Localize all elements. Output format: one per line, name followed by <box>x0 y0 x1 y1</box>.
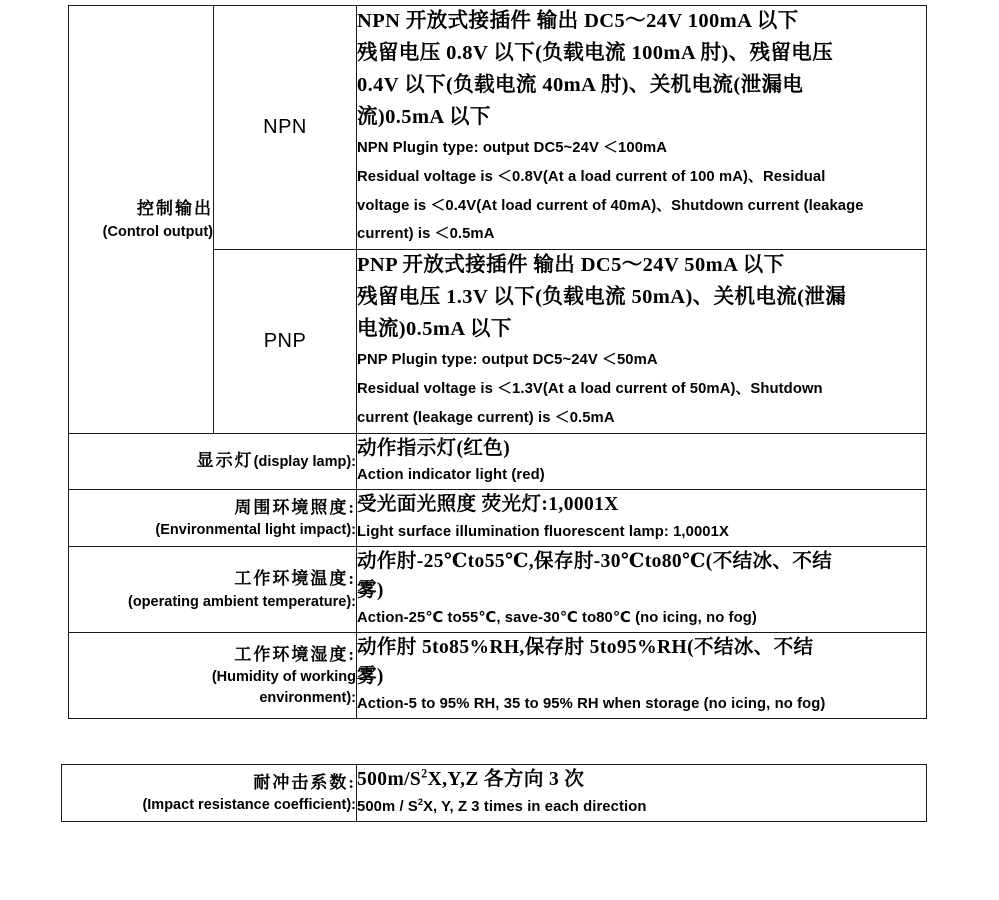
impact-resistance-label-en: (Impact resistance coefficient): <box>142 797 356 813</box>
operating-temperature-label-en: (operating ambient temperature): <box>128 593 356 610</box>
control-output-label-cn: 控制输出 <box>137 199 213 219</box>
humidity-cn-line-2: 雾) <box>357 666 384 688</box>
npn-cn-line-2: 残留电压 0.8V 以下(负载电流 100mA 肘)、残留电压 <box>357 41 834 64</box>
display-lamp-value-cell <box>357 433 927 490</box>
table-row <box>69 546 927 632</box>
display-lamp-label-cn: 显示灯 <box>196 451 254 471</box>
operating-temperature-en-line-1: Action-25℃ to55℃, save-30℃ to80℃ (no icing, no fog) <box>357 609 757 626</box>
environmental-light-label-cn: 周围环境照度: <box>234 497 356 517</box>
impact-cn-superscript: 2 <box>421 766 428 781</box>
table-row <box>69 433 927 490</box>
operating-temperature-label-cn: 工作环境温度: <box>234 569 356 589</box>
humidity-en-line-1: Action-5 to 95% RH, 35 to 95% RH when storage (no icing, no fog) <box>357 696 826 713</box>
operating-temperature-cn-line-1: 动作肘-25℃to55℃,保存肘-30℃to80℃(不结冰、不结 <box>357 550 833 572</box>
pnp-description-cell <box>357 250 927 433</box>
impact-resistance-en-line-1 <box>357 795 926 821</box>
display-lamp-en-line-1: Action indicator light (red) <box>357 467 545 484</box>
operating-temperature-value-cell <box>357 546 927 632</box>
npn-en-line-4: current) is ＜0.5mA <box>357 226 495 243</box>
npn-en-line-2: Residual voltage is ＜0.8V(At a load current of 100 mA)、Residual <box>357 168 826 185</box>
row-label-environmental-light <box>69 490 357 547</box>
display-lamp-label-en: (display lamp): <box>253 454 356 471</box>
row-label-display-lamp <box>69 433 357 490</box>
humidity-label-en-line-2: environment): <box>259 690 356 707</box>
operating-temperature-cn-line-2: 雾) <box>357 580 384 602</box>
npn-cn-line-3: 0.4V 以下(负载电流 40mA 肘)、关机电流(泄漏电 <box>357 73 804 96</box>
npn-description-cell <box>357 6 927 250</box>
display-lamp-cn-line-1: 动作指示灯(红色) <box>357 437 511 459</box>
npn-cn-line-1: NPN 开放式接插件 输出 DC5～24V 100mA 以下 <box>357 10 799 32</box>
row-label-impact-resistance <box>62 765 357 822</box>
pnp-cn-line-2: 残留电压 1.3V 以下(负载电流 50mA)、关机电流(泄漏 <box>357 286 847 309</box>
npn-en-line-3: voltage is ＜0.4V(At load current of 40mA)、Shutdown current (leakage <box>357 197 864 214</box>
control-output-label-en: (Control output) <box>102 223 213 240</box>
environmental-light-label-en: (Environmental light impact): <box>155 522 356 539</box>
impact-en-prefix: 500m / S <box>357 798 418 815</box>
environmental-light-value-cell <box>357 490 927 547</box>
humidity-value-cell <box>357 632 927 718</box>
pnp-en-line-2: Residual voltage is ＜1.3V(At a load current of 50mA)、Shutdown <box>357 381 823 397</box>
pnp-en-line-1: PNP Plugin type: output DC5~24V ＜50mA <box>357 352 658 369</box>
table-row <box>69 490 927 547</box>
output-type-npn: NPN <box>214 6 357 250</box>
impact-resistance-value-cell <box>357 765 927 822</box>
npn-en-line-1: NPN Plugin type: output DC5~24V ＜100mA <box>357 139 668 156</box>
impact-cn-suffix: X,Y,Z 各方向 3 次 <box>427 769 585 790</box>
impact-en-superscript: 2 <box>417 796 424 807</box>
impact-en-suffix: X, Y, Z 3 times in each direction <box>423 798 647 815</box>
impact-resistance-table <box>61 764 927 822</box>
humidity-cn-line-1: 动作肘 5to85%RH,保存肘 5to95%RH(不结冰、不结 <box>357 636 814 658</box>
row-label-control-output <box>69 6 214 434</box>
impact-resistance-cn-line-1 <box>357 765 926 795</box>
pnp-en-line-3: current (leakage current) is ＜0.5mA <box>357 409 615 426</box>
impact-cn-prefix: 500m/S <box>357 769 422 790</box>
humidity-label-cn: 工作环境湿度: <box>234 644 356 664</box>
impact-resistance-label-cn: 耐冲击系数: <box>253 772 356 792</box>
pnp-cn-line-1: PNP 开放式接插件 输出 DC5～24V 50mA 以下 <box>357 254 785 277</box>
pnp-cn-line-3: 电流)0.5mA 以下 <box>357 318 512 341</box>
environmental-light-en-line-1: Light surface illumination fluorescent lamp: 1,0001X <box>357 523 729 540</box>
table-row <box>62 765 927 822</box>
row-label-humidity <box>69 632 357 718</box>
humidity-label-en-line-1: (Humidity of working <box>211 669 356 686</box>
environmental-light-cn-line-1: 受光面光照度 荧光灯:1,0001X <box>357 494 619 516</box>
table-row <box>69 6 927 250</box>
output-type-pnp: PNP <box>214 250 357 433</box>
row-label-operating-temperature <box>69 546 357 632</box>
npn-cn-line-4: 流)0.5mA 以下 <box>357 105 491 128</box>
table-row <box>69 632 927 718</box>
specification-table <box>68 5 927 719</box>
